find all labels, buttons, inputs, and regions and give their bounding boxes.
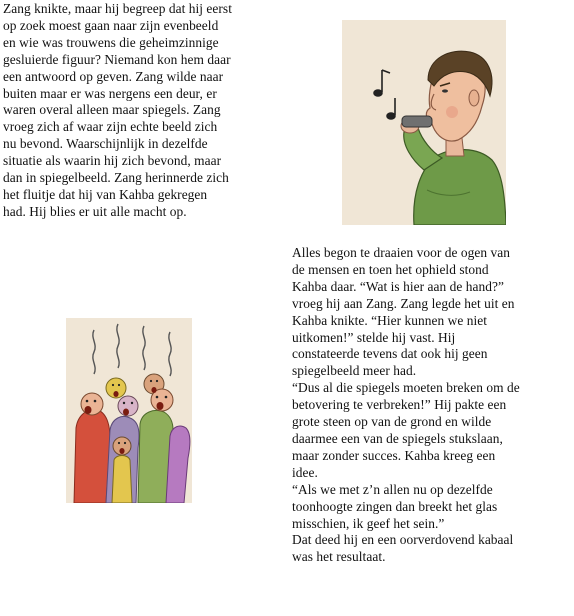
- text-line: het fluitje dat hij van Kahba gekregen: [3, 186, 208, 202]
- story-paragraph-2: [292, 245, 520, 566]
- text-line: constateerde tevens dat ook hij geen: [292, 346, 488, 362]
- text-line: een antwoord op geven. Zang wilde naar: [3, 68, 224, 84]
- text-line: was het resultaat.: [292, 549, 386, 565]
- text-line: “Als we met z’n allen nu op dezelfde: [292, 481, 493, 497]
- text-line: gesluierde figuur? Niemand kon hem daar: [3, 51, 231, 67]
- text-line: dan in spiegelbeeld. Zang herinnerde zich: [3, 170, 229, 186]
- text-line: misschien, ik geef het sein.”: [292, 515, 445, 531]
- text-line: vroeg hij aan Zang. Zang legde het uit en: [292, 295, 515, 311]
- shouting-crowd-icon: [66, 318, 192, 503]
- text-line: maar zonder succes. Kahba kreeg een: [292, 447, 496, 463]
- text-line: nu bevond. Waarschijnlijk in dezelfde: [3, 136, 208, 152]
- text-line: Kahba daar. “Wat is hier aan de hand?”: [292, 278, 504, 294]
- text-line: buiten maar er was nergens een deur, er: [3, 85, 217, 101]
- man-blowing-whistle-icon: [342, 20, 506, 225]
- text-line: Kahba knikte. “Hier kunnen we niet: [292, 312, 488, 328]
- text-line: betovering te verbreken!” Hij pakte een: [292, 397, 507, 413]
- text-line: situatie als waarin hij zich bevond, maar: [3, 153, 222, 169]
- text-line: idee.: [292, 464, 318, 480]
- story-paragraph-1: [3, 1, 232, 221]
- text-line: daarmee een van de spiegels stukslaan,: [292, 430, 503, 446]
- text-line: Dat deed hij en een oorverdovend kabaal: [292, 532, 514, 548]
- text-line: grote steen op van de grond en wilde: [292, 414, 492, 430]
- whistle-illustration: [342, 20, 506, 225]
- text-line: de mensen en toen het ophield stond: [292, 261, 489, 277]
- text-line: had. Hij blies er uit alle macht op.: [3, 203, 187, 219]
- text-line: spiegelbeeld meer had.: [292, 363, 417, 379]
- text-line: waren overal alleen maar spiegels. Zang: [3, 102, 221, 118]
- text-line: “Dus al die spiegels moeten breken om de: [292, 380, 520, 396]
- text-line: vroeg zich af waar zijn echte beeld zich: [3, 119, 218, 135]
- text-line: Zang knikte, maar hij begreep dat hij eerst: [3, 1, 232, 16]
- text-line: toonhoogte zingen dan breekt het glas: [292, 498, 498, 514]
- text-line: uitkomen!” stelde hij vast. Hij: [292, 329, 456, 345]
- text-line: Alles begon te draaien voor de ogen van: [292, 245, 510, 260]
- crowd-illustration: [66, 318, 192, 503]
- text-line: en wie was trouwens die geheimzinnige: [3, 34, 219, 50]
- text-line: op zoek moest gaan naar zijn evenbeeld: [3, 17, 219, 33]
